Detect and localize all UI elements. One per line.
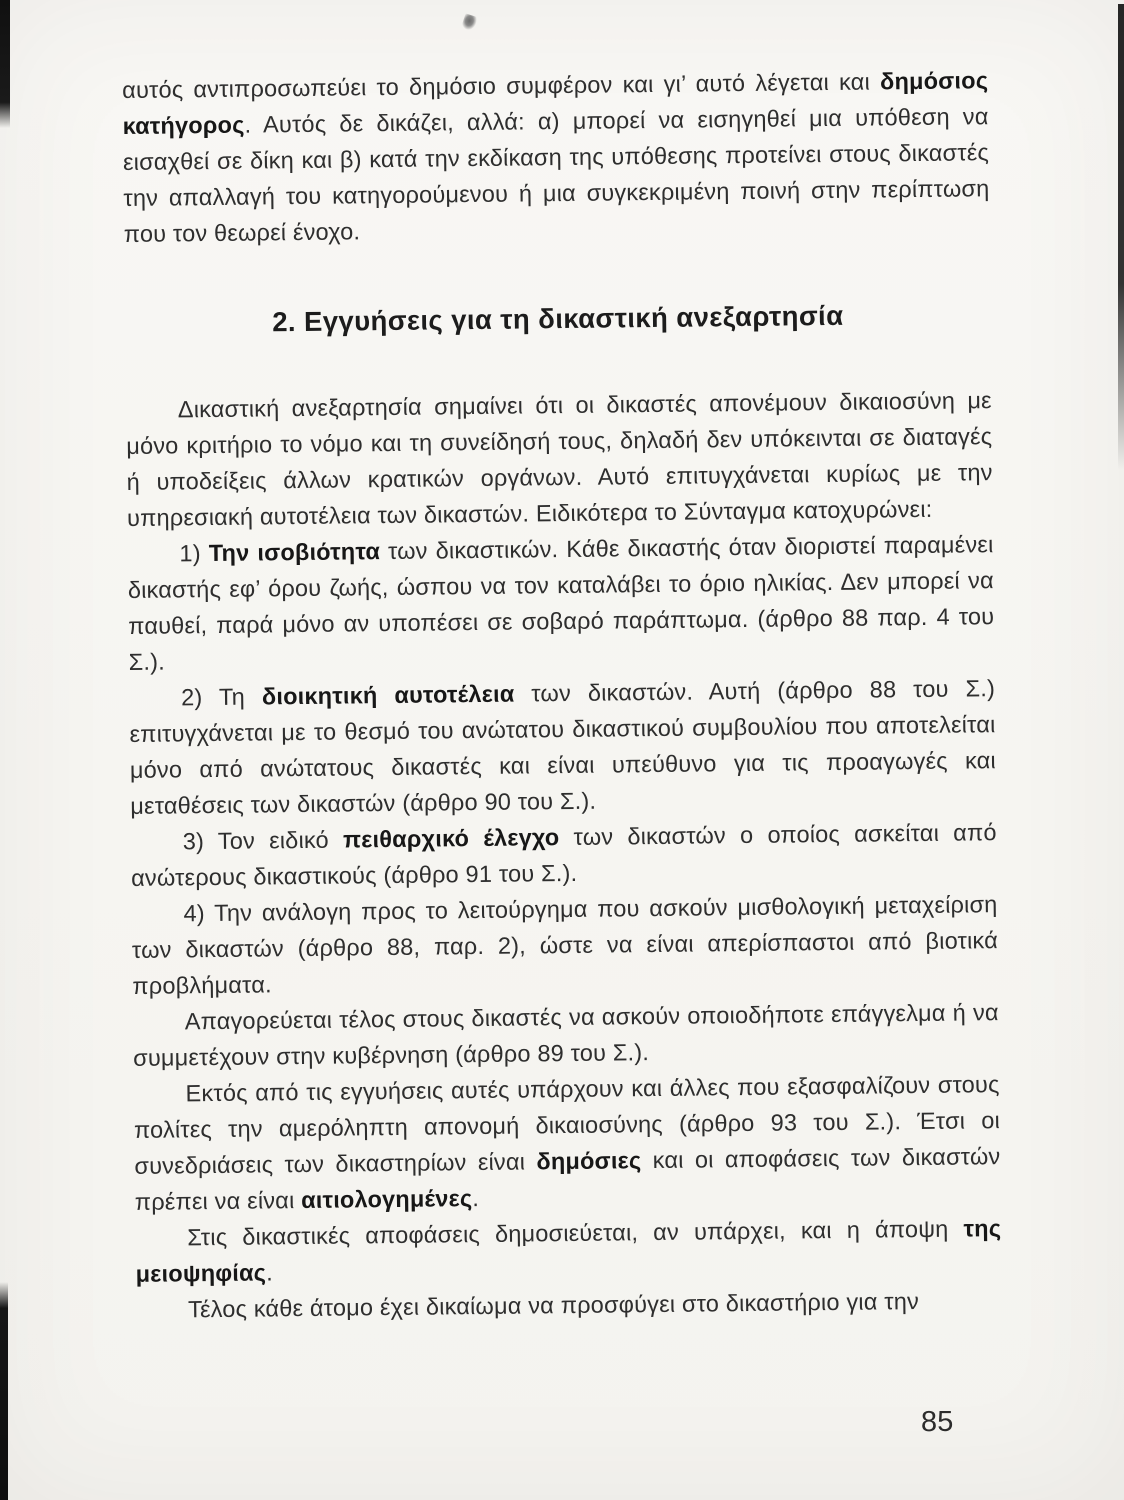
text-run: . Αυτός δε δικάζει, αλλά: α) μπορεί να εισηγηθεί μια υπόθεση να εισαχθεί σε δίκη και β) κατά την εκδίκαση της υπόθεσης προτείνει στους δικαστές την απαλλαγή του κατηγορούμενου ή μια συγκεκριμένη ποινή στην περίπτωση που τον θεωρεί ένοχο. [122,103,990,247]
text-run: Τέλος κάθε άτομο έχει δικαίωμα να προσφύγει στο δικαστήριο για την [187,1288,920,1323]
bold-text-run: αιτιολογημένες [301,1185,473,1214]
paragraph [133,1066,1001,1220]
text-run: Στις δικαστικές αποφάσεις δημοσιεύεται, αν υπάρχει, και η άποψη [187,1215,964,1251]
scan-edge-artifact-top-left [0,0,10,128]
bold-text-run: της μειοψηφίας [135,1215,1002,1287]
bold-text-run: δημόσιος κατήγορος [122,67,989,139]
text-run: αυτός αντιπροσωπεύει το δημόσιο συμφέρον και γι’ αυτό λέγεται και [122,68,881,103]
text-run: Εκτός από τις εγγυήσεις αυτές υπάρχουν και άλλες που εξασφαλίζουν στους πολίτες την αμερόληπτη απονομή δικαιοσύνης (άρθρο 93 του Σ.). Έτσι οι συνεδριάσεις των δικαστηρίων είναι [133,1071,1001,1179]
text-run: των δικαστικών. Κάθε δικαστής όταν διοριστεί παραμένει δικαστής εφ’ όρου ζωής, ώσπου να τον καταλάβει το όριο ηλικίας. Δεν μπορεί να παυθεί, παρά μόνο αν υποπέσει σε σοβαρό παράπτωμα. (άρθρο 88 παρ. 4 του Σ.). [127,531,995,675]
text-run: Απαγορεύεται τέλος στους δικαστές να ασκούν οποιοδήποτε επάγγελμα ή να συμμετέχουν στην κυβέρνηση (άρθρο 89 του Σ.). [133,999,999,1071]
text-run: . [472,1185,480,1212]
text-run: 2) Τη [180,683,263,711]
bold-text-run: Την ισοβιότητα [208,538,381,567]
paragraph [133,994,1000,1076]
text-run: 3) Τον ειδικό [182,826,344,855]
page-content [122,62,1002,1328]
paragraph [131,814,998,896]
bold-text-run: δημόσιες [536,1147,642,1175]
text-run: 4) Την ανάλογη προς το λειτούργημα που ασκούν μισθολογική μεταχείριση των δικαστών (άρθρο 88, παρ. 2), ώστε να είναι απερίσπαστοι από βιοτικά προβλήματα. [131,891,999,999]
paragraph [126,382,994,536]
text-run: και οι αποφάσεις των δικαστών πρέπει να είναι [134,1143,1001,1215]
paragraph [129,670,997,824]
paragraph [122,62,990,252]
paragraph [131,886,998,1004]
paragraph [135,1210,1002,1292]
text-run: των δικαστών. Αυτή (άρθρο 88 του Σ.) επιτυγχάνεται με το θεσμό του ανώτατου δικαστικού συμβουλίου που αποτελείται μόνο από ανώτατους δικαστές και είναι υπεύθυνο για τις προαγωγές και μεταθέσεις των δικαστών (άρθρο 90 του Σ.). [129,675,997,819]
scan-edge-artifact-top-right [1118,4,1124,470]
page-number: 85 [920,1405,954,1439]
bold-text-run: πειθαρχικό έλεγχο [342,824,560,853]
paragraph [127,526,995,680]
intro-paragraphs [122,62,990,252]
body-paragraphs [126,382,1003,1328]
text-run: Δικαστική ανεξαρτησία σημαίνει ότι οι δικαστές απονέμουν δικαιοσύνη με μόνο κριτήριο το νόμο και τη συνείδησή τους, δηλαδή δεν υπόκεινται σε διαταγές ή υποδείξεις άλλων κρατικών οργάνων. Αυτό επιτυγχάνεται κυρίως με την υπηρεσιακή αυτοτέλεια των δικαστών. Ειδικότερα το Σύνταγμα κατοχυρώνει: [126,387,993,531]
bold-text-run: διοικητική αυτοτέλεια [261,680,515,710]
text-run: των δικαστών ο οποίος ασκείται από ανώτερους δικαστικούς (άρθρο 91 του Σ.). [130,819,997,891]
text-run: . [265,1259,273,1286]
scan-smudge-mark [461,13,478,31]
section-heading: 2. Εγγυήσεις για τη δικαστική ανεξαρτησία [272,299,844,338]
text-run: 1) [179,540,209,567]
scan-edge-artifact-bottom-left [0,1282,8,1500]
